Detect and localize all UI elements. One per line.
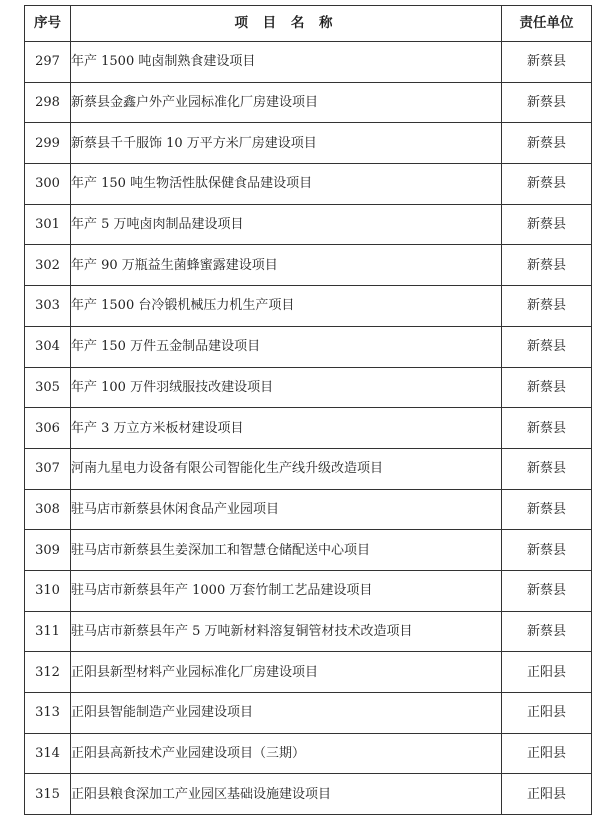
- responsible-unit-cell: 正阳县: [502, 774, 592, 815]
- serial-number-cell: 311: [25, 611, 71, 652]
- project-name-cell: 驻马店市新蔡县休闲食品产业园项目: [71, 489, 502, 530]
- table-row: [25, 611, 592, 652]
- table-row: [25, 204, 592, 245]
- table-row: [25, 326, 592, 367]
- serial-number-cell: 297: [25, 42, 71, 83]
- serial-number-cell: 310: [25, 570, 71, 611]
- responsible-unit-cell: 新蔡县: [502, 164, 592, 205]
- project-name-cell: 驻马店市新蔡县年产 1000 万套竹制工艺品建设项目: [71, 570, 502, 611]
- table-row: [25, 164, 592, 205]
- serial-number-cell: 315: [25, 774, 71, 815]
- responsible-unit-cell: 新蔡县: [502, 123, 592, 164]
- table-row: [25, 570, 592, 611]
- table-row: [25, 408, 592, 449]
- header-project-name: 项 目 名 称: [71, 6, 502, 42]
- project-name-cell: 年产 90 万瓶益生菌蜂蜜露建设项目: [71, 245, 502, 286]
- serial-number-cell: 312: [25, 652, 71, 693]
- project-name-cell: 年产 150 吨生物活性肽保健食品建设项目: [71, 164, 502, 205]
- responsible-unit-cell: 新蔡县: [502, 611, 592, 652]
- table-row: [25, 489, 592, 530]
- serial-number-cell: 298: [25, 82, 71, 123]
- responsible-unit-cell: 新蔡县: [502, 286, 592, 327]
- table-row: [25, 82, 592, 123]
- serial-number-cell: 299: [25, 123, 71, 164]
- responsible-unit-cell: 新蔡县: [502, 42, 592, 83]
- project-name-cell: 年产 3 万立方米板材建设项目: [71, 408, 502, 449]
- responsible-unit-cell: 新蔡县: [502, 326, 592, 367]
- table-row: [25, 652, 592, 693]
- project-name-cell: 正阳县智能制造产业园建设项目: [71, 693, 502, 734]
- responsible-unit-cell: 新蔡县: [502, 245, 592, 286]
- project-name-cell: 年产 1500 吨卤制熟食建设项目: [71, 42, 502, 83]
- table-row: [25, 448, 592, 489]
- project-name-cell: 新蔡县千千服饰 10 万平方米厂房建设项目: [71, 123, 502, 164]
- serial-number-cell: 314: [25, 733, 71, 774]
- responsible-unit-cell: 新蔡县: [502, 530, 592, 571]
- responsible-unit-cell: 新蔡县: [502, 82, 592, 123]
- serial-number-cell: 313: [25, 693, 71, 734]
- project-name-cell: 河南九星电力设备有限公司智能化生产线升级改造项目: [71, 448, 502, 489]
- project-name-cell: 年产 1500 台冷锻机械压力机生产项目: [71, 286, 502, 327]
- table-row: [25, 42, 592, 83]
- table-row: [25, 286, 592, 327]
- project-name-cell: 正阳县新型材料产业园标准化厂房建设项目: [71, 652, 502, 693]
- responsible-unit-cell: 正阳县: [502, 693, 592, 734]
- responsible-unit-cell: 正阳县: [502, 652, 592, 693]
- responsible-unit-cell: 正阳县: [502, 733, 592, 774]
- table-row: [25, 367, 592, 408]
- serial-number-cell: 302: [25, 245, 71, 286]
- table-row: [25, 123, 592, 164]
- project-name-cell: 正阳县粮食深加工产业园区基础设施建设项目: [71, 774, 502, 815]
- table-row: [25, 733, 592, 774]
- responsible-unit-cell: 新蔡县: [502, 448, 592, 489]
- header-serial-number: 序号: [25, 6, 71, 42]
- serial-number-cell: 300: [25, 164, 71, 205]
- responsible-unit-cell: 新蔡县: [502, 570, 592, 611]
- project-name-cell: 年产 5 万吨卤肉制品建设项目: [71, 204, 502, 245]
- responsible-unit-cell: 新蔡县: [502, 408, 592, 449]
- table-body: [25, 42, 592, 815]
- table-row: [25, 774, 592, 815]
- header-responsible-unit: 责任单位: [502, 6, 592, 42]
- serial-number-cell: 309: [25, 530, 71, 571]
- project-name-cell: 新蔡县金鑫户外产业园标准化厂房建设项目: [71, 82, 502, 123]
- project-name-cell: 正阳县高新技术产业园建设项目（三期）: [71, 733, 502, 774]
- serial-number-cell: 307: [25, 448, 71, 489]
- serial-number-cell: 303: [25, 286, 71, 327]
- responsible-unit-cell: 新蔡县: [502, 489, 592, 530]
- responsible-unit-cell: 新蔡县: [502, 204, 592, 245]
- project-name-cell: 年产 100 万件羽绒服技改建设项目: [71, 367, 502, 408]
- table-row: [25, 693, 592, 734]
- serial-number-cell: 304: [25, 326, 71, 367]
- project-name-cell: 驻马店市新蔡县年产 5 万吨新材料溶复铜管材技术改造项目: [71, 611, 502, 652]
- serial-number-cell: 301: [25, 204, 71, 245]
- serial-number-cell: 305: [25, 367, 71, 408]
- project-name-cell: 驻马店市新蔡县生姜深加工和智慧仓储配送中心项目: [71, 530, 502, 571]
- table-row: [25, 245, 592, 286]
- responsible-unit-cell: 新蔡县: [502, 367, 592, 408]
- project-name-cell: 年产 150 万件五金制品建设项目: [71, 326, 502, 367]
- project-table: [24, 5, 592, 815]
- table-row: [25, 530, 592, 571]
- serial-number-cell: 308: [25, 489, 71, 530]
- serial-number-cell: 306: [25, 408, 71, 449]
- table-header-row: [25, 6, 592, 42]
